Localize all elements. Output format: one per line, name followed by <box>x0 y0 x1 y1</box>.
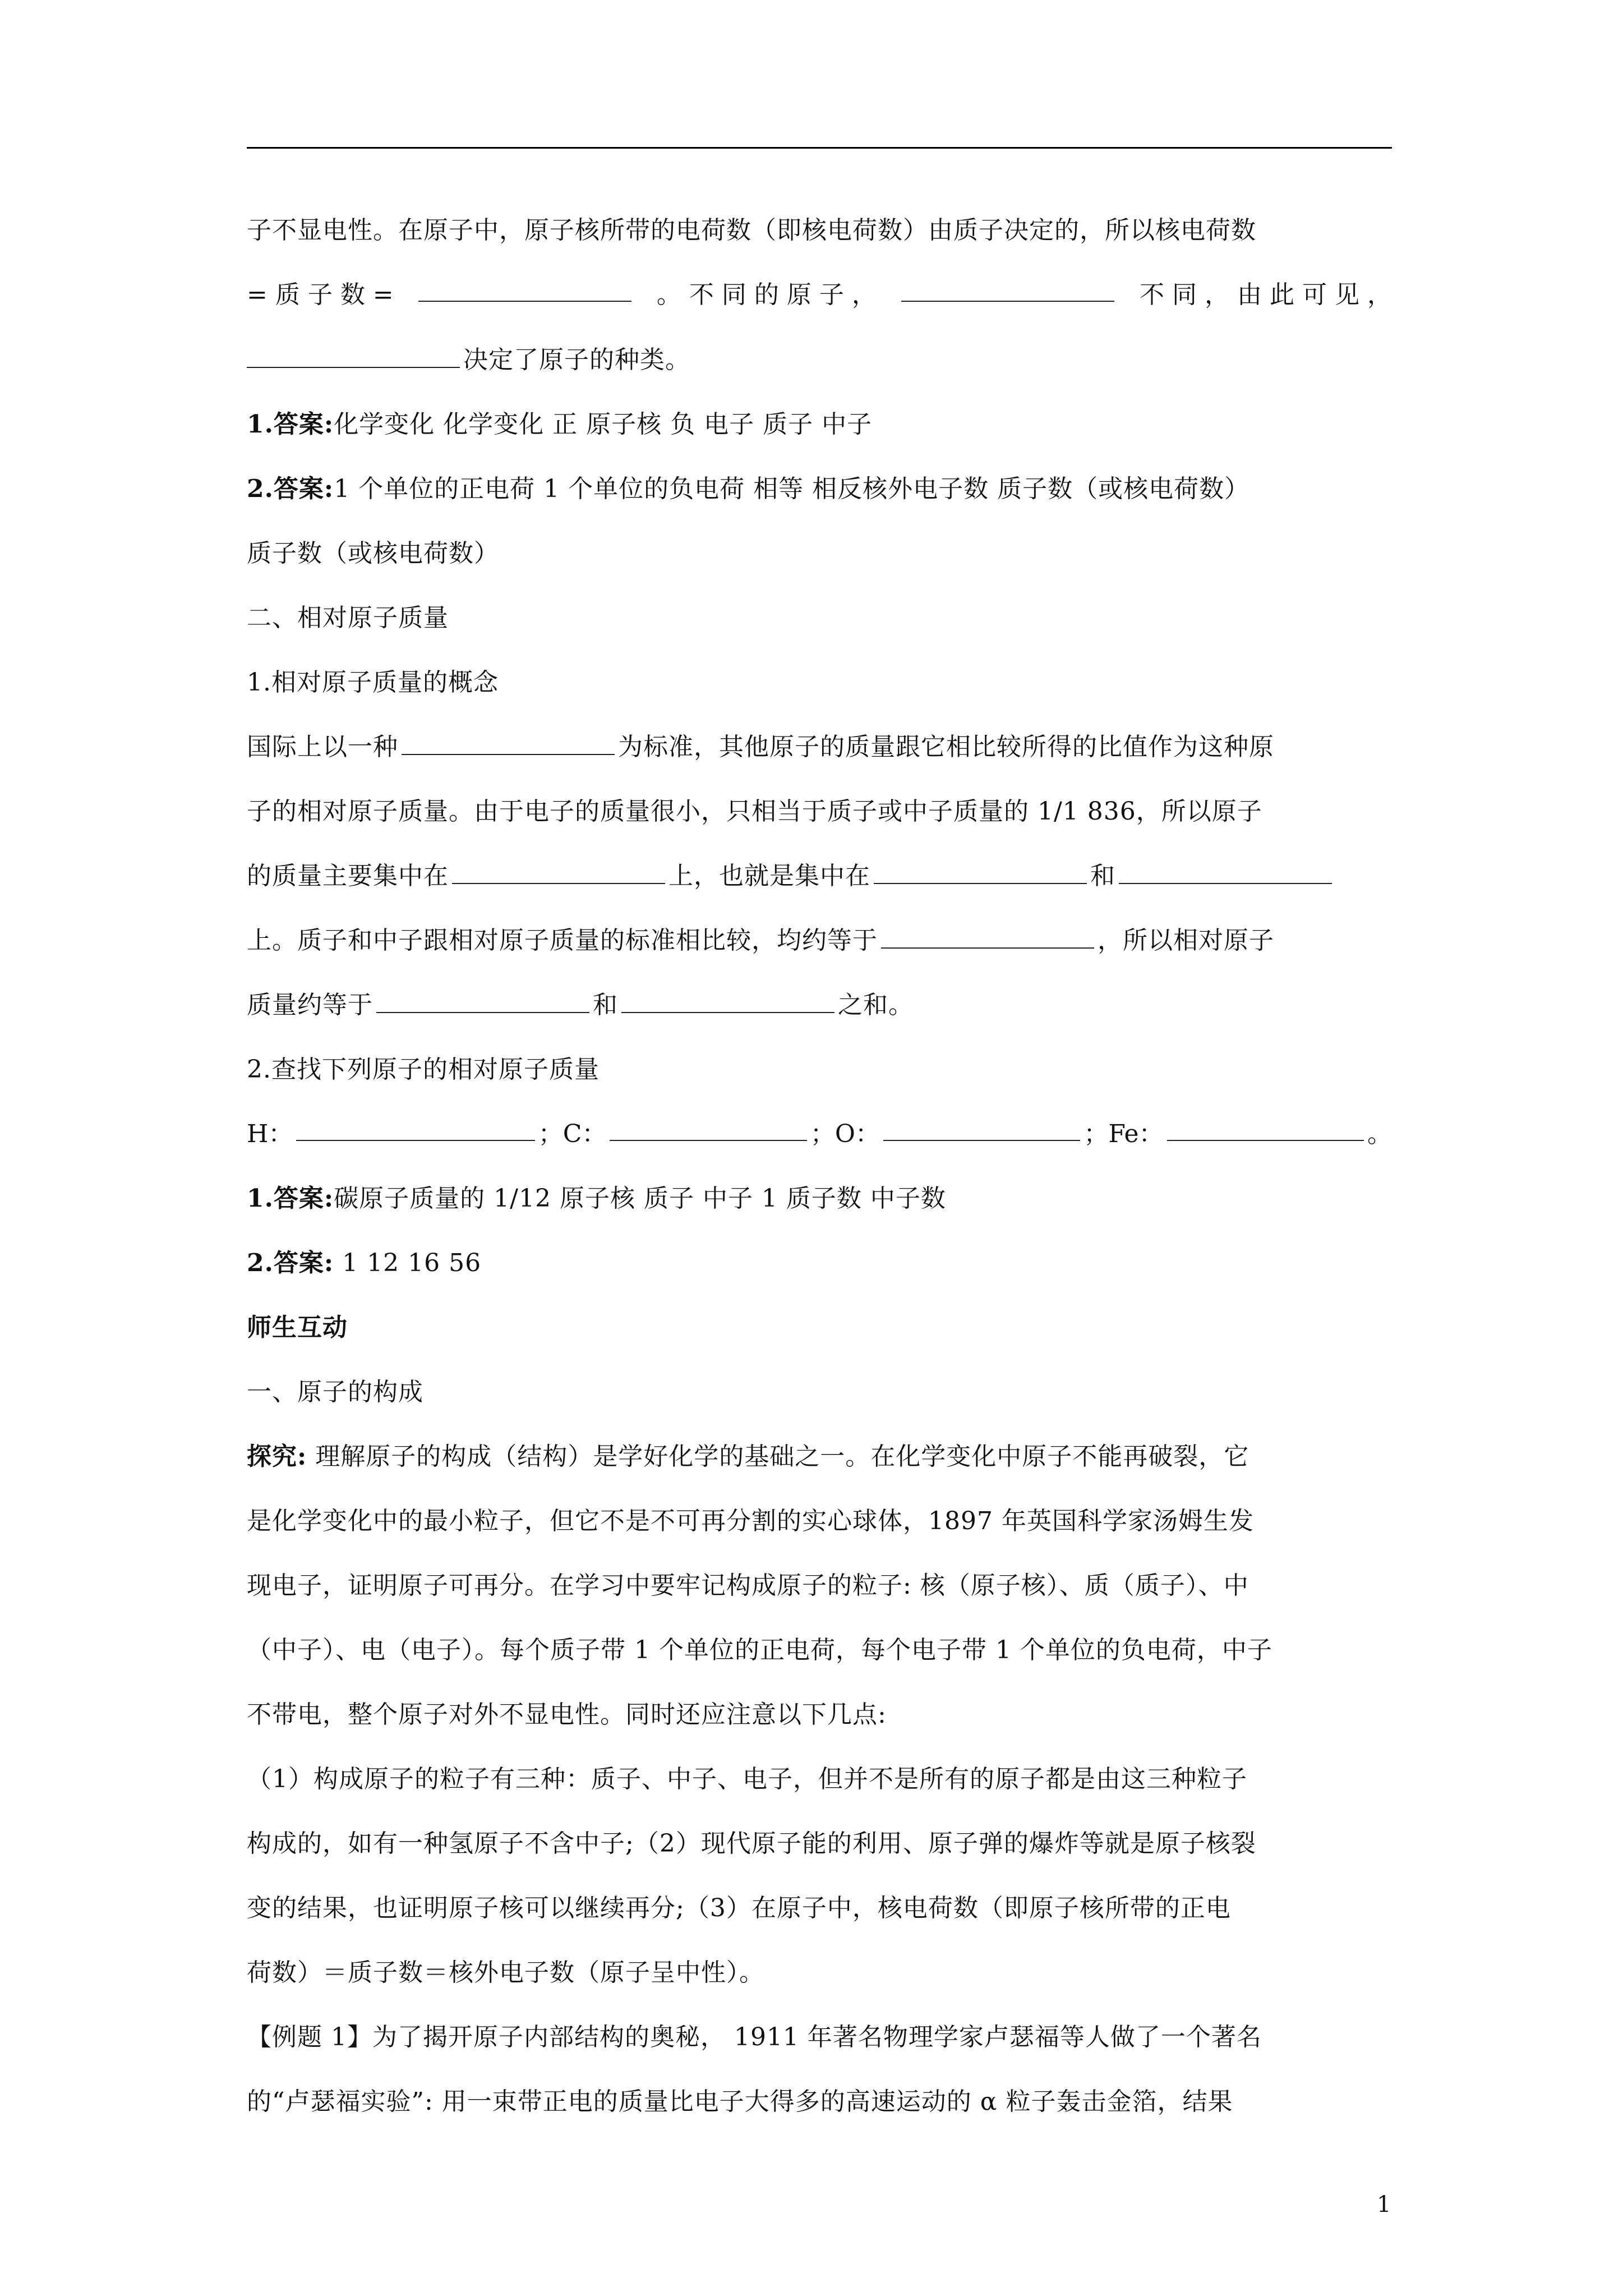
text: 不带电，整个原子对外不显电性。同时还应注意以下几点: <box>247 1700 887 1729</box>
text: ，所以相对原子 <box>1098 926 1274 955</box>
fill-blank[interactable] <box>418 278 631 302</box>
fill-blank[interactable] <box>452 861 665 884</box>
fill-blank[interactable] <box>247 344 460 368</box>
text: 和 <box>1090 862 1115 890</box>
text: 化学变化 化学变化 正 原子核 负 电子 质子 中子 <box>334 410 873 439</box>
fill-blank[interactable] <box>296 1117 534 1141</box>
text: 1 个单位的正电荷 1 个单位的负电荷 相等 相反核外电子数 质子数（或核电荷数） <box>334 475 1250 503</box>
text: 二、相对原子质量 <box>247 604 449 632</box>
fill-blank[interactable] <box>376 990 589 1013</box>
text: 1 12 16 56 <box>334 1249 482 1277</box>
text: 国际上以一种 <box>247 733 398 761</box>
text-line-fill-blanks <box>247 988 1392 1022</box>
text: ；C： <box>538 1120 607 1148</box>
text: 构成的，如有一种氢原子不含中子;（2）现代原子能的利用、原子弹的爆炸等就是原子核裂 <box>247 1829 1256 1858</box>
text: 的质量主要集中在 <box>247 862 449 890</box>
text-line <box>247 1569 1392 1603</box>
text-line <box>247 214 1392 247</box>
explore-label: 探究: <box>247 1442 307 1471</box>
answer-label: 1.答案: <box>247 1184 334 1213</box>
text-line-fill-blanks <box>247 924 1392 958</box>
text-line-fill-blanks <box>247 730 1392 764</box>
text-line <box>247 1763 1392 1796</box>
text: 一、原子的构成 <box>247 1378 423 1406</box>
text: 。 <box>1367 1120 1392 1148</box>
text: 师生互动 <box>247 1313 348 1342</box>
text: 不 同 ， 由 此 可 见 ， <box>1140 280 1392 309</box>
text: 子的相对原子质量。由于电子的质量很小，只相当于质子或中子质量的 1/1 836，所以原子 <box>247 797 1262 826</box>
fill-blank[interactable] <box>901 278 1114 302</box>
text: 为标准，其他原子的质量跟它相比较所得的比值作为这种原 <box>618 733 1274 761</box>
answer-line <box>247 1246 1392 1280</box>
fill-blank[interactable] <box>1119 861 1332 884</box>
answer-line <box>247 472 1392 506</box>
text: （1）构成原子的粒子有三种：质子、中子、电子，但并不是所有的原子都是由这三种粒子 <box>247 1765 1247 1793</box>
text: （中子）、电（电子）。每个质子带 1 个单位的正电荷，每个电子带 1 个单位的负电荷，中子 <box>247 1636 1272 1664</box>
fill-blank[interactable] <box>883 1117 1080 1141</box>
text: 现电子，证明原子可再分。在学习中要牢记构成原子的粒子: 核（原子核）、质（质子）、中 <box>247 1571 1249 1600</box>
answer-label: 2.答案: <box>247 475 334 503</box>
answer-label: 1.答案: <box>247 410 334 439</box>
text-line <box>247 2085 1392 2119</box>
text: 。 不 同 的 原 子 ， <box>656 280 877 309</box>
text-line <box>247 1698 1392 1732</box>
text: ；O： <box>810 1120 880 1148</box>
text: ；Fe： <box>1083 1120 1164 1148</box>
text: 荷数）＝质子数＝核外电子数（原子呈中性）。 <box>247 1958 764 1987</box>
text-line <box>247 537 1392 570</box>
text: 和 <box>593 991 618 1019</box>
text: 之和。 <box>838 991 914 1019</box>
fill-blank[interactable] <box>402 731 615 755</box>
text: 变的结果，也证明原子核可以继续再分;（3）在原子中，核电荷数（即原子核所带的正电 <box>247 1894 1231 1922</box>
header-rule <box>247 147 1392 149</box>
fill-blank[interactable] <box>621 990 834 1013</box>
text-line <box>247 1634 1392 1667</box>
text-line <box>247 1440 1392 1474</box>
section-heading <box>247 1311 1392 1345</box>
text-line-fill-blanks <box>247 343 1392 377</box>
text-line <box>247 1956 1392 1990</box>
text: 1.相对原子质量的概念 <box>247 668 499 697</box>
text-line <box>247 795 1392 829</box>
text-line-fill-blanks <box>247 859 1392 893</box>
text: 决定了原子的种类。 <box>463 346 690 374</box>
fill-blank[interactable] <box>1167 1117 1364 1141</box>
fill-blank[interactable] <box>874 861 1087 884</box>
answer-line <box>247 1182 1392 1216</box>
text: 【例题 1】为了揭开原子内部结构的奥秘， 1911 年著名物理学家卢瑟福等人做了一个著名 <box>247 2023 1262 2051</box>
subheading <box>247 666 1392 700</box>
text: H： <box>247 1120 293 1148</box>
section-heading <box>247 601 1392 635</box>
text: 质量约等于 <box>247 991 373 1019</box>
text: 上。质子和中子跟相对原子质量的标准相比较，均约等于 <box>247 926 878 955</box>
text: 是化学变化中的最小粒子，但它不是不可再分割的实心球体，1897 年英国科学家汤姆生发 <box>247 1507 1254 1535</box>
text-line <box>247 1504 1392 1538</box>
text-line-fill-blanks <box>247 1117 1392 1151</box>
fill-blank[interactable] <box>610 1117 806 1141</box>
text-line <box>247 1827 1392 1861</box>
fill-blank[interactable] <box>881 925 1094 949</box>
answer-label: 2.答案: <box>247 1249 334 1277</box>
text: 子不显电性。在原子中，原子核所带的电荷数（即核电荷数）由质子决定的，所以核电荷数 <box>247 216 1256 245</box>
text: 质子数（或核电荷数） <box>247 539 499 568</box>
subheading <box>247 1053 1392 1087</box>
example-line <box>247 2021 1392 2054</box>
answer-line <box>247 408 1392 441</box>
page-number: 1 <box>1377 2192 1391 2217</box>
text: = 质 子 数 = <box>247 280 394 309</box>
text: 的“卢瑟福实验”: 用一束带正电的质量比电子大得多的高速运动的 α 粒子轰击金箔，结果 <box>247 2087 1233 2116</box>
text-line <box>247 1892 1392 1925</box>
text: 2.查找下列原子的相对原子质量 <box>247 1055 600 1084</box>
section-heading <box>247 1375 1392 1409</box>
text-line-fill-blanks <box>247 278 1392 312</box>
text: 理解原子的构成（结构）是学好化学的基础之一。在化学变化中原子不能再破裂，它 <box>307 1442 1249 1471</box>
text: 上，也就是集中在 <box>668 862 870 890</box>
text: 碳原子质量的 1/12 原子核 质子 中子 1 质子数 中子数 <box>334 1184 946 1213</box>
